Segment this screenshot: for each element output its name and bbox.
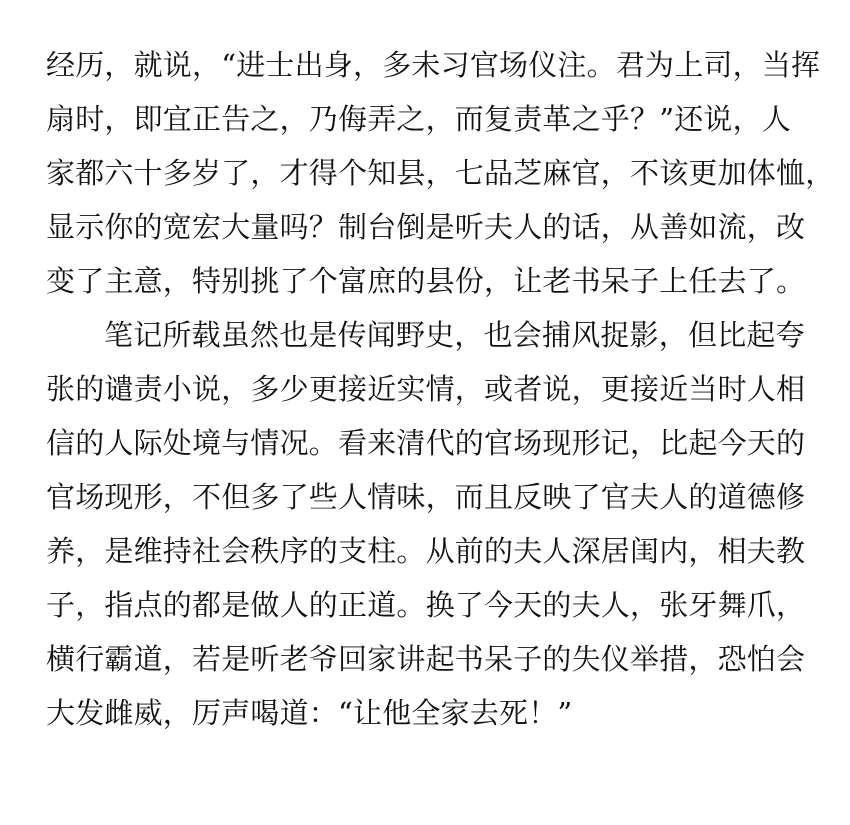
body-text — [46, 38, 835, 740]
text-line: 经历，就说，“进士出身，多未习官场仪注。君为上司，当挥 — [46, 48, 821, 82]
text-line: 张的谴责小说，多少更接近实情，或者说，更接近当时人相 — [46, 372, 806, 406]
text-line: 信的人际处境与情况。看来清代的官场现形记，比起今天的 — [46, 426, 806, 460]
text-line: 显示你的宽宏大量吗？制台倒是听夫人的话，从善如流，改 — [46, 210, 806, 244]
text-line: 横行霸道，若是听老爷回家讲起书呆子的失仪举措，恐怕会 — [46, 642, 806, 676]
text-line: 家都六十多岁了，才得个知县，七品芝麻官，不该更加体恤， — [46, 156, 835, 190]
text-line: 大发雌威，厉声喝道：“让他全家去死！” — [46, 696, 573, 730]
text-line: 子，指点的都是做人的正道。换了今天的夫人，张牙舞爪， — [46, 588, 806, 622]
text-line: 变了主意，特别挑了个富庶的县份，让老书呆子上任去了。 — [46, 264, 806, 298]
text-line: 扇时，即宜正告之，乃侮弄之，而复责革之乎？”还说，人 — [46, 102, 792, 136]
text-line: 笔记所载虽然也是传闻野史，也会捕风捉影，但比起夸 — [104, 318, 805, 352]
text-line: 官场现形，不但多了些人情味，而且反映了官夫人的道德修 — [46, 480, 806, 514]
text-line: 养，是维持社会秩序的支柱。从前的夫人深居闺内，相夫教 — [46, 534, 806, 568]
